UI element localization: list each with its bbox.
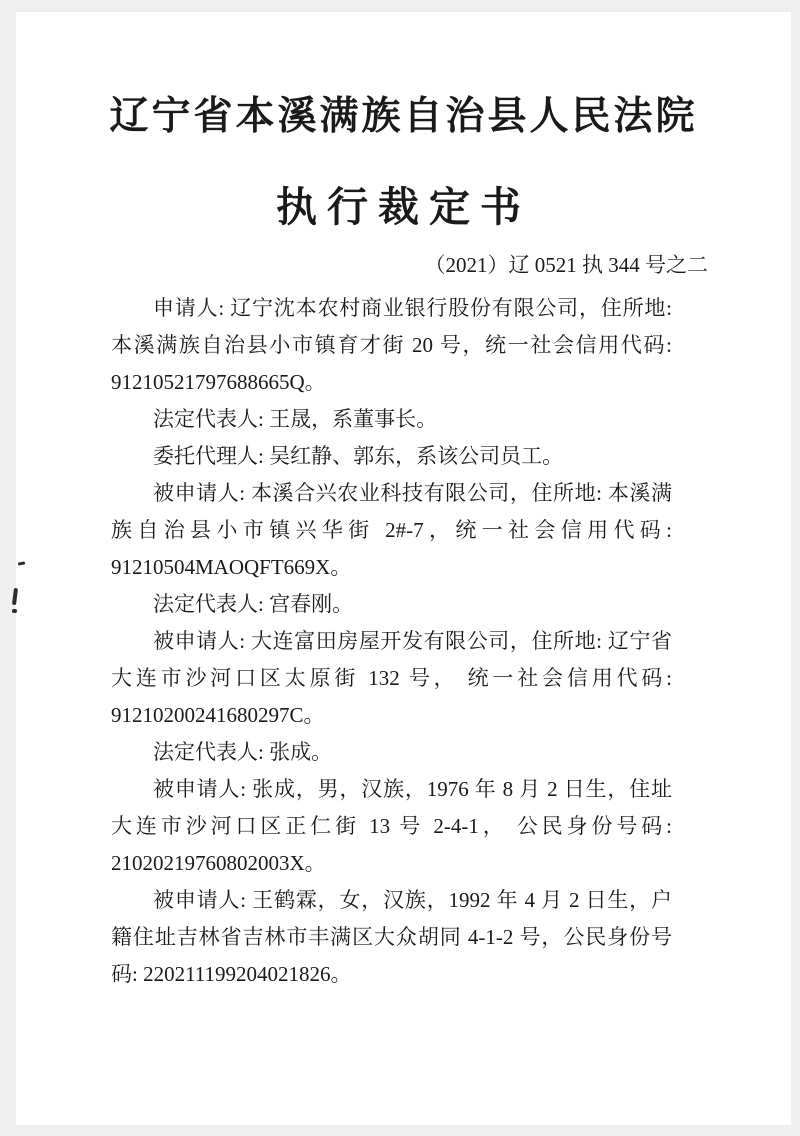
paragraph-respondent-company-1: 被申请人: 本溪合兴农业科技有限公司，住所地: 本溪满族自治县小市镇兴华街 2#-7，统一社会信用代码: 91210504MAOQFT669X。 [111,481,672,579]
document-body [16,290,791,993]
paragraph-agent: 委托代理人: 吴红静、郭东，系该公司员工。 [153,444,564,468]
document-page [16,12,791,1125]
paragraph-respondent-company-2: 被申请人: 大连富田房屋开发有限公司，住所地: 辽宁省大连市沙河口区太原街 132 号， 统一社会信用代码: 91210200241680297C。 [111,629,672,727]
court-name-heading: 辽宁省本溪满族自治县人民法院 [109,95,698,138]
paragraph-legal-rep-applicant: 法定代表人: 王晟，系董事长。 [153,407,438,431]
paragraph-applicant: 申请人: 辽宁沈本农村商业银行股份有限公司，住所地: 本溪满族自治县小市镇育才街 20 号，统一社会信用代码: 91210521797688665Q。 [111,296,672,394]
paragraph-legal-rep-respondent-1: 法定代表人: 宫春刚。 [153,592,354,616]
paragraph-respondent-person-2: 被申请人: 王鹤霖，女，汉族，1992 年 4 月 2 日生，户籍住址吉林省吉林市丰满区大众胡同 4-1-2 号，公民身份号码: 220211199204021826。 [111,888,672,986]
scan-artifact-dot [12,609,17,613]
case-number: （2021）辽 0521 执 344 号之二 [424,253,708,277]
document-title: 执行裁定书 [276,184,531,230]
paragraph-legal-rep-respondent-2: 法定代表人: 张成。 [153,740,333,764]
paragraph-respondent-person-1: 被申请人: 张成，男，汉族，1976 年 8 月 2 日生，住址大连市沙河口区正仁街 13 号 2-4-1， 公民身份号码: 21020219760802003X。 [111,777,672,875]
